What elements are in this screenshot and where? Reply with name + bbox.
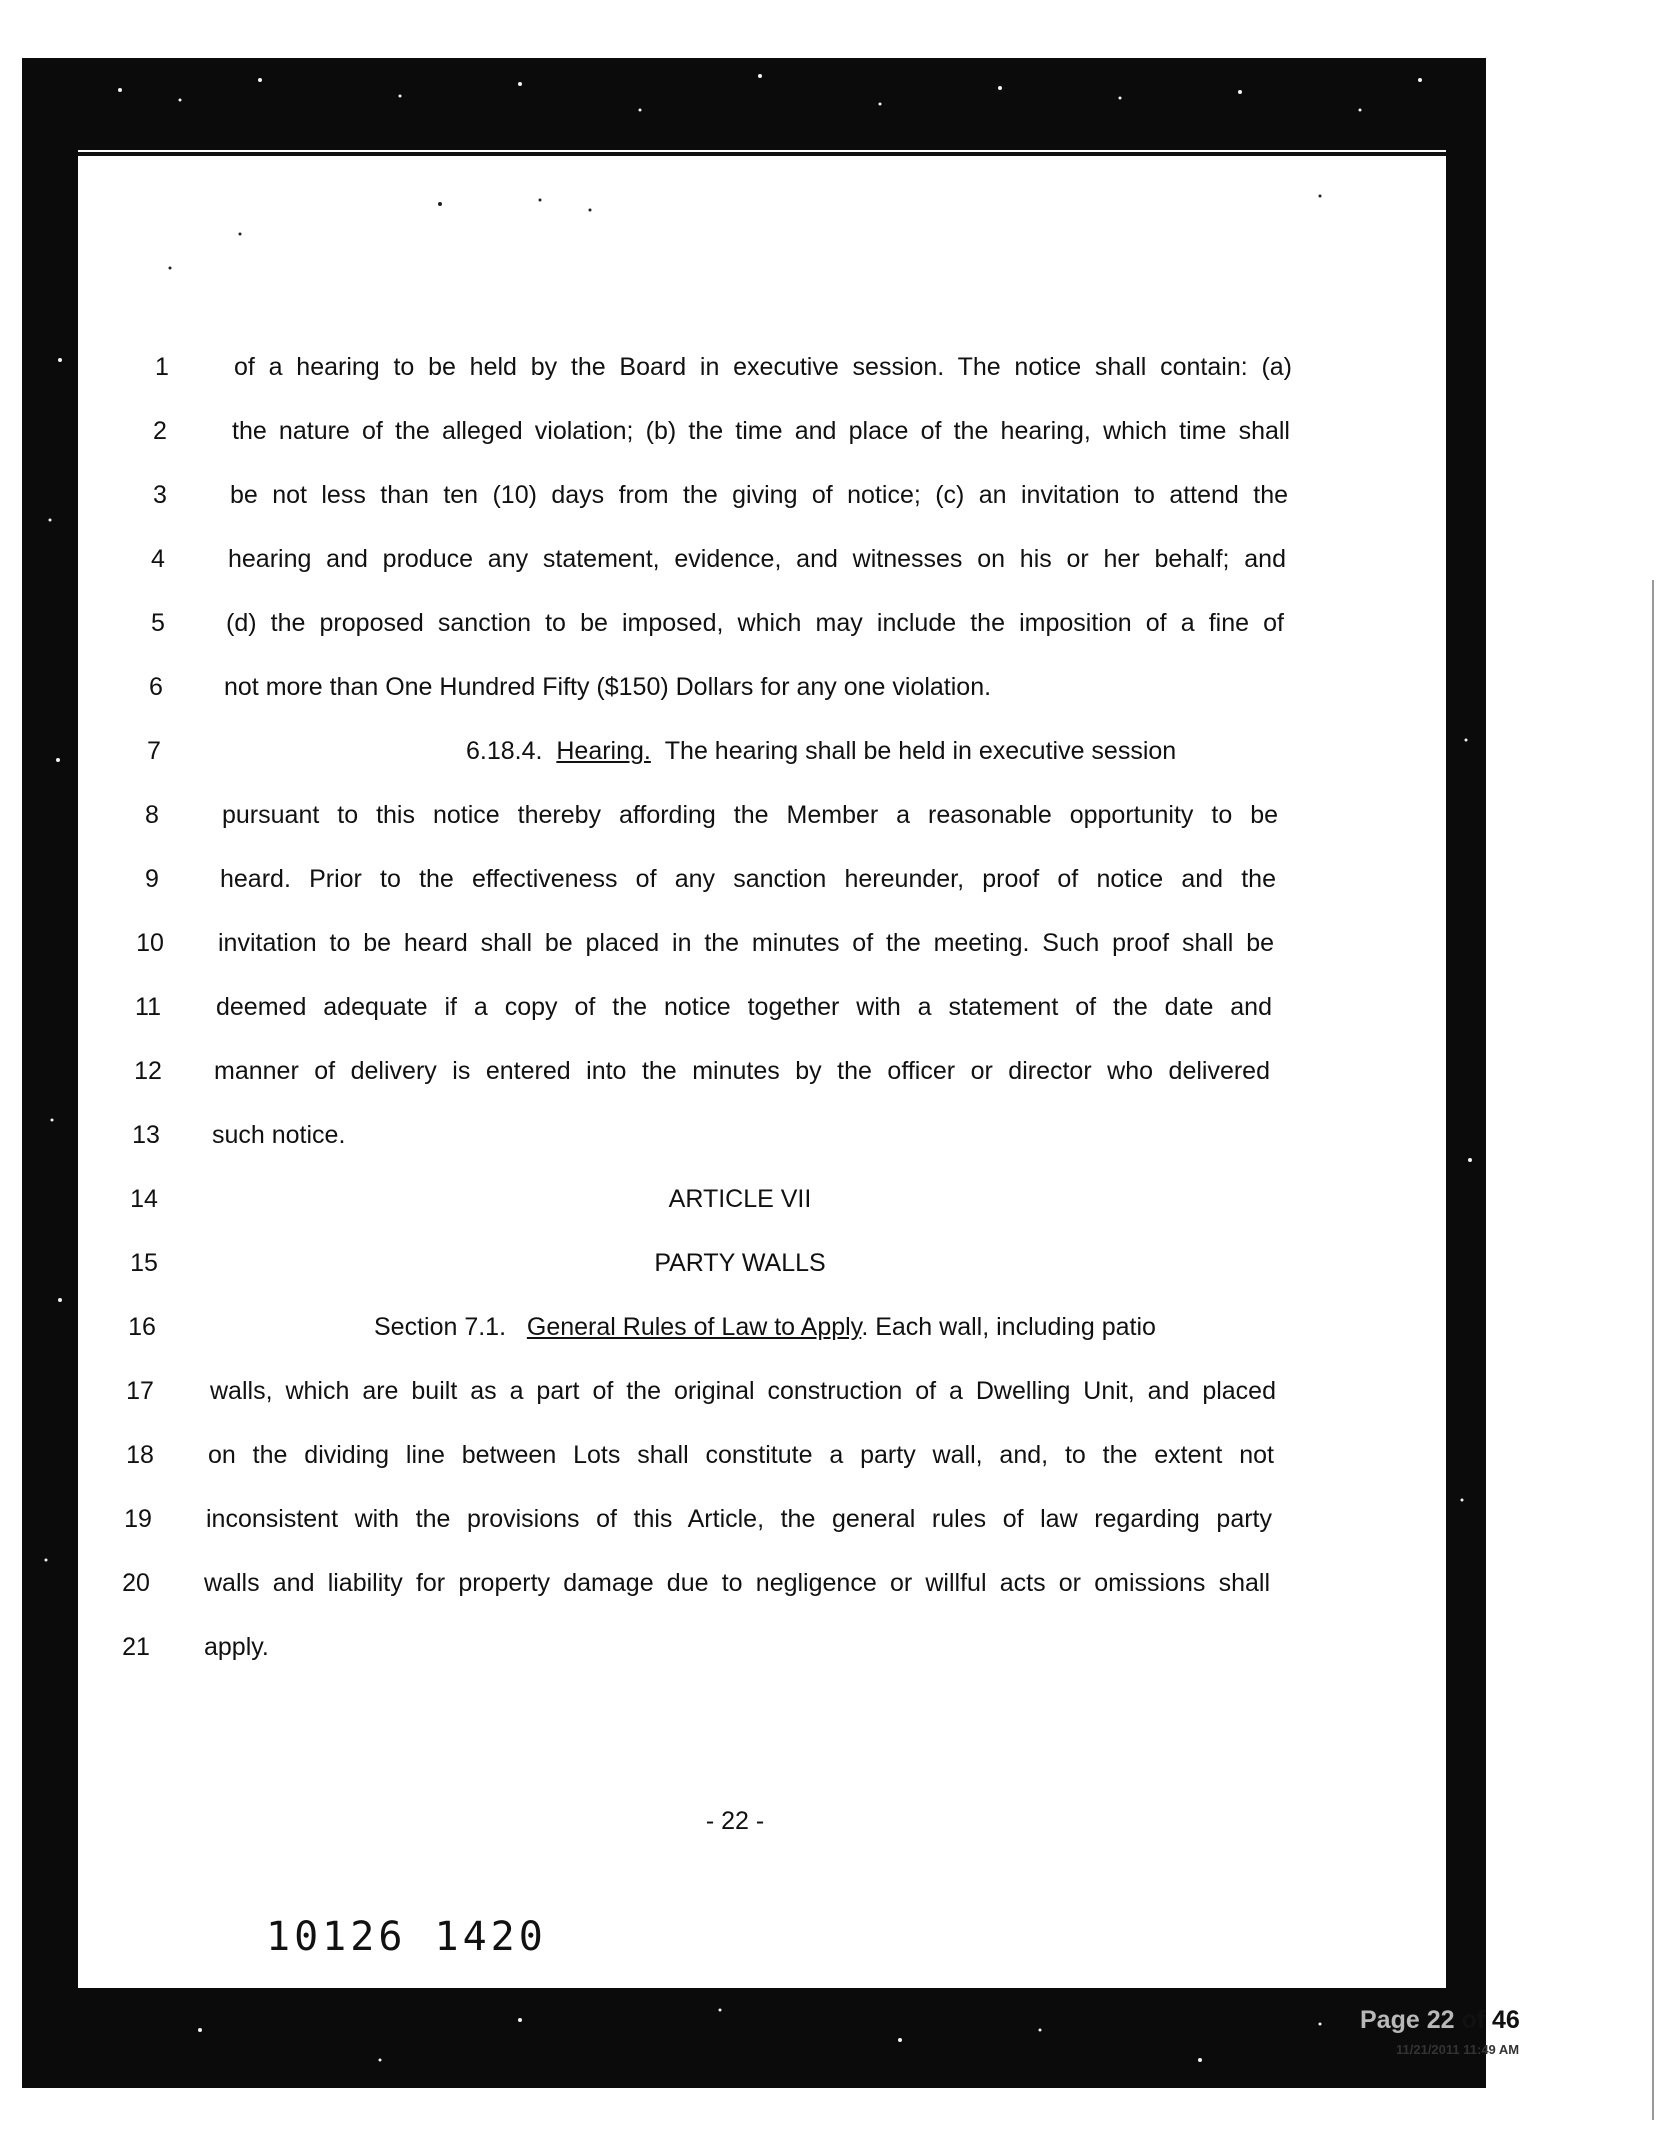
body-line: pursuant to this notice thereby affording the Member a reasonable opportunity to be: [222, 801, 1278, 829]
body-line: such notice.: [212, 1121, 346, 1149]
line-number: 19: [124, 1505, 152, 1533]
body-line: not more than One Hundred Fifty ($150) Dollars for any one violation.: [224, 673, 992, 701]
recording-stamp: 10126 1420: [266, 1914, 547, 1960]
scan-edge-line: [1652, 580, 1654, 2120]
scan-border-right: [1446, 140, 1486, 2010]
line-number: 8: [145, 801, 159, 829]
line-number: 15: [130, 1249, 158, 1277]
subsection-text: The hearing shall be held in executive session: [664, 737, 1177, 765]
line-number: 13: [132, 1121, 160, 1149]
body-line: manner of delivery is entered into the minutes by the officer or director who delivered: [214, 1057, 1270, 1085]
article-subtitle: PARTY WALLS: [654, 1249, 826, 1277]
line-number: 21: [122, 1633, 150, 1661]
print-timestamp: 11/21/2011 11:49 AM: [1396, 2042, 1520, 2057]
line-number: 12: [134, 1057, 162, 1085]
page-indicator-total: of 46: [1454, 2006, 1520, 2034]
line-number: 5: [151, 609, 165, 637]
line-number: 17: [126, 1377, 154, 1405]
line-number: 6: [149, 673, 163, 701]
section-number: Section 7.1.: [374, 1313, 507, 1341]
body-line: of a hearing to be held by the Board in executive session. The notice shall contain: (a): [234, 353, 1292, 381]
scan-border-top: [40, 58, 1486, 150]
line-number: 16: [128, 1313, 156, 1341]
subsection-number: 6.18.4.: [466, 737, 543, 765]
body-line: walls and liability for property damage due to negligence or willful acts or omissions shall: [204, 1569, 1270, 1597]
line-number: 11: [135, 993, 161, 1021]
body-line: deemed adequate if a copy of the notice together with a statement of the date and: [216, 993, 1272, 1021]
page-indicator-obscured: 2: [1440, 2006, 1455, 2034]
body-line: heard. Prior to the effectiveness of any sanction hereunder, proof of notice and the: [220, 865, 1276, 893]
section-heading: General Rules of Law to Apply: [526, 1313, 862, 1341]
page-number: - 22 -: [705, 1807, 765, 1835]
line-number: 2: [153, 417, 167, 445]
body-line: the nature of the alleged violation; (b) the time and place of the hearing, which time shall: [232, 417, 1290, 445]
line-number: 9: [145, 865, 159, 893]
line-number: 20: [122, 1569, 150, 1597]
body-line: apply.: [204, 1633, 269, 1661]
body-line: (d) the proposed sanction to be imposed, which may include the imposition of a fine of: [226, 609, 1284, 637]
line-number: 7: [147, 737, 161, 765]
subsection-line: [466, 736, 1286, 766]
line-number: 1: [155, 353, 169, 381]
section-text: . Each wall, including patio: [861, 1313, 1156, 1341]
body-line: invitation to be heard shall be placed in the minutes of the meeting. Such proof shall be: [218, 929, 1274, 957]
page-indicator: [1360, 2006, 1560, 2035]
body-line: walls, which are built as a part of the original construction of a Dwelling Unit, and placed: [210, 1377, 1276, 1405]
subsection-heading: Hearing.: [556, 737, 651, 765]
line-number: 18: [126, 1441, 154, 1469]
line-number: 3: [153, 481, 167, 509]
line-number: 4: [151, 545, 165, 573]
scan-border-left: [22, 58, 78, 1998]
section-line: [374, 1312, 1274, 1342]
line-number: 10: [136, 929, 164, 957]
body-line: inconsistent with the provisions of this Article, the general rules of law regarding party: [206, 1505, 1272, 1533]
scan-border-rule: [40, 152, 1486, 156]
body-line: be not less than ten (10) days from the giving of notice; (c) an invitation to attend the: [230, 481, 1288, 509]
body-line: hearing and produce any statement, evidence, and witnesses on his or her behalf; and: [228, 545, 1286, 573]
scan-border-bottom: [22, 1988, 1486, 2088]
page-indicator-prefix: Page 2: [1360, 2006, 1441, 2034]
body-line: on the dividing line between Lots shall constitute a party wall, and, to the extent not: [208, 1441, 1274, 1469]
line-number: 14: [130, 1185, 158, 1213]
article-title: ARTICLE VII: [668, 1185, 812, 1213]
